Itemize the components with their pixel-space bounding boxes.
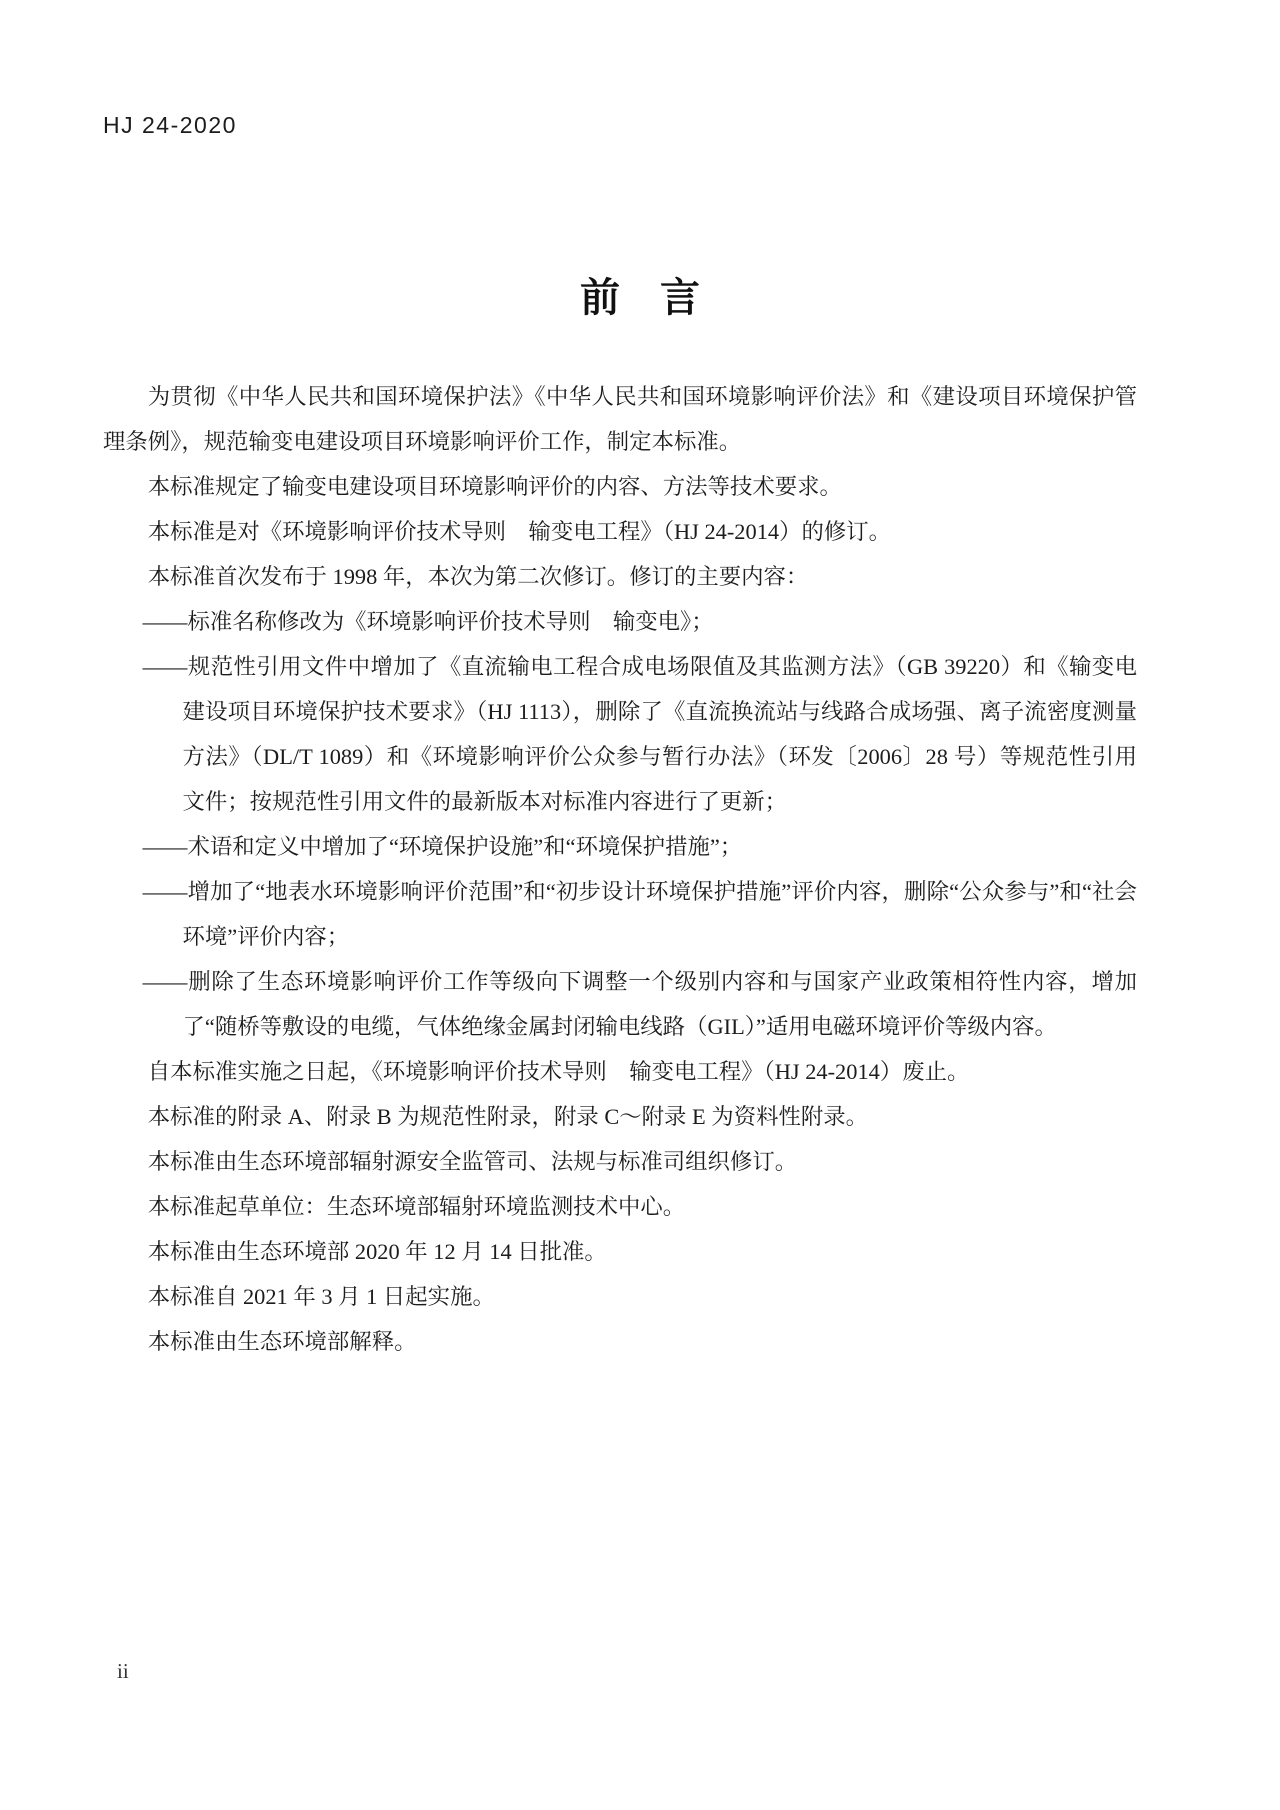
foreword-revision-item-4: ——增加了“地表水环境影响评价范围”和“初步设计环境保护措施”评价内容，删除“公众参与”和“社会环境”评价内容； xyxy=(142,879,1137,949)
foreword-paragraph-3: 本标准是对《环境影响评价技术导则 输变电工程》（HJ 24-2014）的修订。 xyxy=(147,519,892,544)
foreword-paragraph-6: 本标准的附录 A、附录 B 为规范性附录，附录 C～附录 E 为资料性附录。 xyxy=(147,1104,869,1129)
foreword-revision-item-5: ——删除了生态环境影响评价工作等级向下调整一个级别内容和与国家产业政策相符性内容，增加了“随桥等敷设的电缆，气体绝缘金属封闭输电线路（GIL）”适用电磁环境评价等级内容。 xyxy=(142,969,1137,1039)
foreword-paragraph-10: 本标准自 2021 年 3 月 1 日起实施。 xyxy=(147,1284,495,1309)
foreword-paragraph-5: 自本标准实施之日起，《环境影响评价技术导则 输变电工程》（HJ 24-2014）废止。 xyxy=(147,1059,970,1084)
foreword-paragraph-9: 本标准由生态环境部 2020 年 12 月 14 日批准。 xyxy=(147,1239,607,1264)
standard-code-header: HJ 24-2020 xyxy=(103,112,237,138)
foreword-paragraph-4: 本标准首次发布于 1998 年，本次为第二次修订。修订的主要内容： xyxy=(147,564,809,589)
foreword-revision-item-2: ——规范性引用文件中增加了《直流输电工程合成电场限值及其监测方法》（GB 39220）和《输变电建设项目环境保护技术要求》（HJ 1113），删除了《直流换流站与线路合成场强、离子流密度测量方法》（DL/T 1089）和《环境影响评价公众参与暂行办法》（环发〔2006〕28 号）等规范性引用文件；按规范性引用文件的最新版本对标准内容进行了更新； xyxy=(142,654,1137,814)
foreword-revision-item-3: ——术语和定义中增加了“环境保护设施”和“环境保护措施”； xyxy=(142,834,743,859)
foreword-paragraph-8: 本标准起草单位：生态环境部辐射环境监测技术中心。 xyxy=(147,1194,686,1219)
page-number: ii xyxy=(117,1659,129,1683)
foreword-revision-item-1: ——标准名称修改为《环境影响评价技术导则 输变电》； xyxy=(142,609,714,634)
foreword-paragraph-1: 为贯彻《中华人民共和国环境保护法》《中华人民共和国环境影响评价法》和《建设项目环境保护管理条例》，规范输变电建设项目环境影响评价工作，制定本标准。 xyxy=(103,384,1137,454)
foreword-paragraph-11: 本标准由生态环境部解释。 xyxy=(147,1329,417,1354)
page-title: 前 言 xyxy=(580,276,700,320)
foreword-paragraph-7: 本标准由生态环境部辐射源安全监管司、法规与标准司组织修订。 xyxy=(147,1149,798,1174)
foreword-paragraph-2: 本标准规定了输变电建设项目环境影响评价的内容、方法等技术要求。 xyxy=(147,474,842,499)
foreword-body xyxy=(103,374,1137,1364)
